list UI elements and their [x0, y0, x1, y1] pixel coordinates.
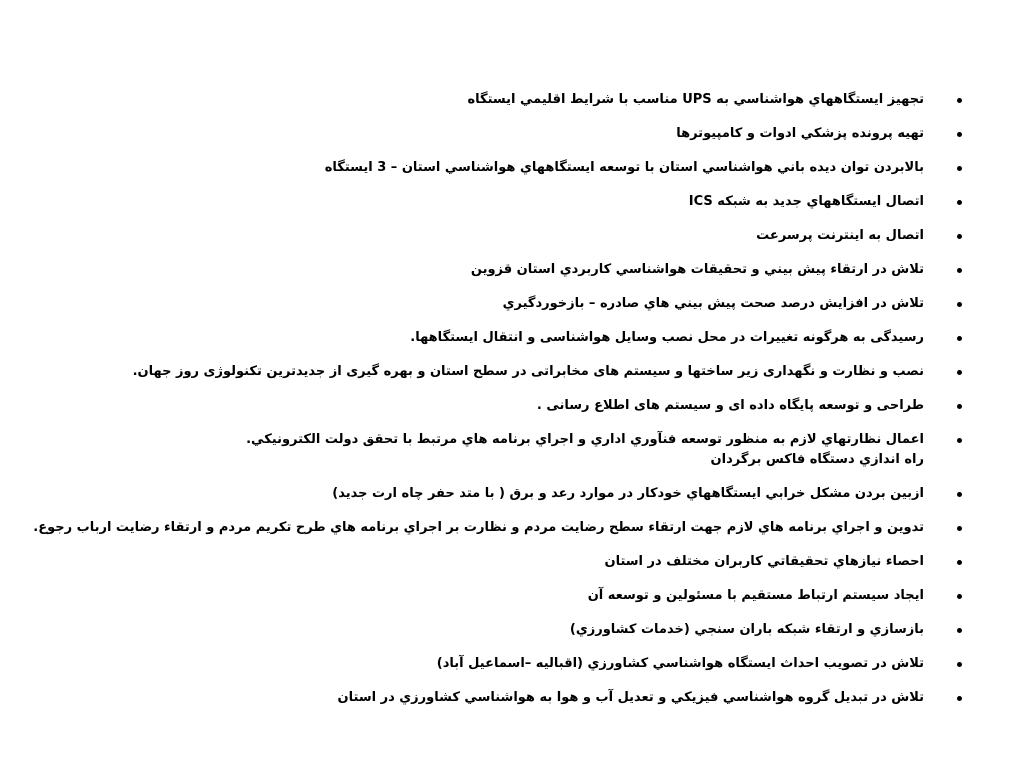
list-item-subtext: راه اندازي دستگاه فاكس برگردان [710, 452, 924, 467]
bullet-icon [957, 662, 962, 667]
list-item-text: تلاش در تبديل گروه هواشناسي فيزيكي و تعديل آب و هوا به هواشناسي كشاورزي در استان [337, 690, 924, 705]
list-item [62, 90, 962, 110]
list-item [62, 430, 962, 470]
list-item [62, 124, 962, 144]
list-item [62, 484, 962, 504]
list-item-text: بالابردن توان ديده باني هواشناسي استان با توسعه ايستگاههاي هواشناسي استان – 3 ايستگاه [324, 160, 924, 175]
list-item-text: تهيه پرونده پزشكي ادوات و كامپيوترها [676, 126, 924, 141]
list-item-text: اتصال ايستگاههاي جديد به شبكه ICS [688, 194, 924, 209]
bullet-icon [957, 696, 962, 701]
bullet-icon [957, 234, 962, 239]
list-item [62, 158, 962, 178]
list-item-text: ازبين بردن مشكل خرابي ايستگاههاي خودكار در موارد رعد و برق ( با متد حفر چاه ارت جديد) [332, 486, 924, 501]
bullet-icon [957, 492, 962, 497]
list-item-text: ايجاد سيستم ارتباط مستقيم با مسئولين و توسعه آن [587, 588, 924, 603]
bullet-icon [957, 98, 962, 103]
list-item [62, 294, 962, 314]
bullet-icon [957, 526, 962, 531]
list-item-text: تلاش در تصويب احداث ايستگاه هواشناسي كشاورزي (اقباليه –اسماعيل آباد) [436, 656, 924, 671]
bullet-icon [957, 628, 962, 633]
list-item-text: اعمال نظارتهاي لازم به منظور توسعه فنآوري اداري و اجراي برنامه هاي مرتبط با تحقق دولت الكترونيكي. [246, 432, 924, 447]
bullet-icon [957, 594, 962, 599]
bullet-icon [957, 132, 962, 137]
list-item-text: رسیدگی به هرگونه تغییرات در محل نصب وسایل هواشناسی و انتقال ایستگاهها. [410, 330, 924, 345]
list-item-text: اتصال به اينترنت پرسرعت [756, 228, 924, 243]
bullet-icon [957, 302, 962, 307]
list-item-text: طراحی و توسعه پایگاه داده ای و سیستم های اطلاع رسانی . [536, 398, 924, 413]
list-item-text: نصب و نظارت و نگهداری زیر ساختها و سیستم های مخابراتی در سطح استان و بهره گیری از جدیدترین تکنولوژی روز جهان. [132, 364, 924, 379]
list-item [62, 552, 962, 572]
list-item-text: احصاء نيازهاي تحقيقاتي كاربران مختلف در استان [604, 554, 924, 569]
bullet-icon [957, 200, 962, 205]
list-item [62, 362, 962, 382]
bullet-icon [957, 560, 962, 565]
list-item [62, 620, 962, 640]
list-item [62, 192, 962, 212]
bullet-icon [957, 404, 962, 409]
bullet-icon [957, 370, 962, 375]
bullet-icon [957, 166, 962, 171]
list-item [62, 396, 962, 416]
list-item-text: تجهيز ايستگاههاي هواشناسي به UPS مناسب با شرايط اقليمي ايستگاه [467, 92, 924, 107]
list-item-text: بازسازي و ارتقاء شبكه باران سنجي (خدمات كشاورزي) [569, 622, 924, 637]
list-item [62, 260, 962, 280]
list-item [62, 328, 962, 348]
list-item [62, 654, 962, 674]
list-item-text: تدوين و اجراي برنامه هاي لازم جهت ارتقاء سطح رضايت مردم و نظارت بر اجراي برنامه هاي طرح تكريم مردم و ارتقاء رضايت ارباب رجوع. [33, 520, 924, 535]
list-item-text: تلاش در افزايش درصد صحت پيش بيني هاي صادره – بازخوردگيري [502, 296, 924, 311]
list-item [62, 688, 962, 708]
list-item [62, 226, 962, 246]
bullet-icon [957, 336, 962, 341]
bullet-list [33, 90, 962, 722]
list-item [62, 586, 962, 606]
list-item [33, 518, 962, 538]
bullet-icon [957, 268, 962, 273]
bullet-icon [957, 438, 962, 443]
list-item-text: تلاش در ارتقاء پيش بيني و تحقيقات هواشناسي كاربردي استان قزوين [470, 262, 924, 277]
